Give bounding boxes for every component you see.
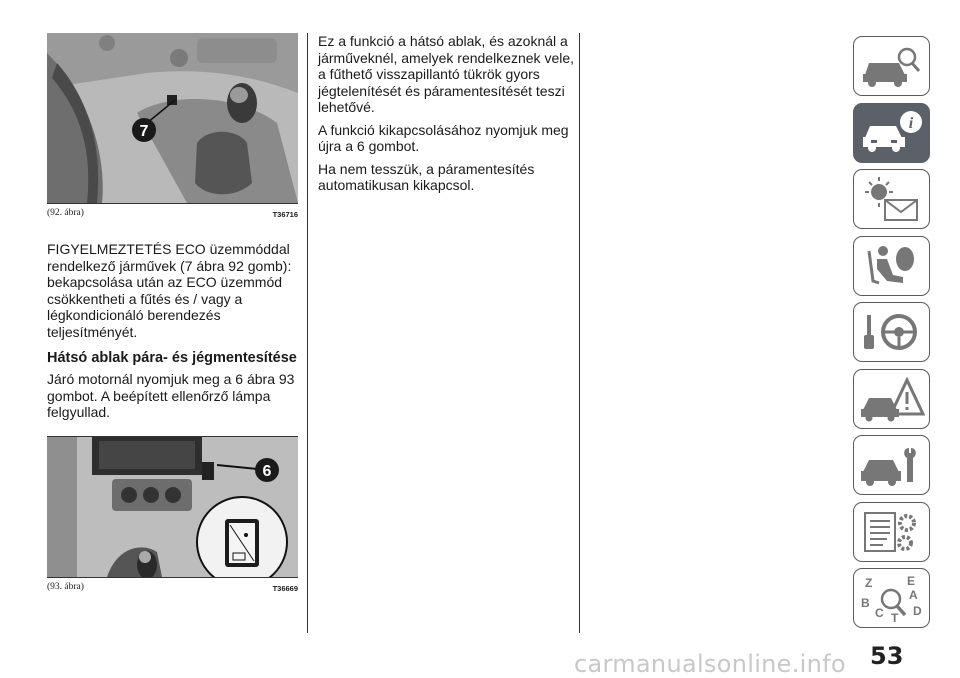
- tab-technical-data[interactable]: [853, 502, 930, 562]
- index-letter: C: [874, 606, 884, 620]
- index-letter: T: [890, 611, 898, 623]
- figure-93-label: (93. ábra): [47, 581, 84, 592]
- tab-warning-lights[interactable]: [853, 169, 930, 229]
- center-console-photo: [47, 437, 298, 577]
- car-wrench-icon: [859, 440, 925, 490]
- steering-wheel-key-icon: [859, 307, 925, 357]
- watermark: carmanualsonline.info: [574, 650, 846, 678]
- tab-starting-driving[interactable]: [853, 302, 930, 362]
- tab-maintenance[interactable]: [853, 435, 930, 495]
- page-number: 53: [870, 642, 904, 670]
- auto-off-paragraph: Ha nem tesszük, a páramentesítés automatikusan kikapcsol.: [318, 160, 535, 193]
- chapter-tabs: [853, 36, 930, 635]
- index-letter: E: [906, 574, 915, 588]
- callout-7: 7: [139, 123, 149, 140]
- rear-defrost-paragraph: Járó motornál nyomjuk meg a 6 ábra 93 gombot. A beépített ellenőrző lámpa felgyullad.: [47, 371, 295, 420]
- middle-column: [318, 33, 580, 200]
- svg-text:i: i: [908, 114, 913, 132]
- figure-92-caption: [47, 204, 298, 221]
- warning-light-envelope-icon: [859, 174, 925, 224]
- callout-6: 6: [262, 462, 272, 480]
- section-heading: Hátsó ablak pára- és jégmentesítése: [47, 350, 297, 366]
- tab-car-info[interactable]: [853, 103, 930, 163]
- figure-92: [47, 33, 298, 203]
- figure-92-code: T36716: [272, 210, 298, 219]
- car-info-icon: [859, 108, 925, 158]
- tab-safety[interactable]: [853, 236, 930, 296]
- tab-index[interactable]: [853, 568, 930, 628]
- index-letter: A: [908, 588, 918, 602]
- figure-92-label: (92. ábra): [47, 208, 84, 218]
- car-warning-triangle-icon: [859, 374, 925, 424]
- warning-paragraph: FIGYELMEZTETÉS ECO üzemmóddal rendelkező járművek (7 ábra 92 gomb): bekapcsolása után az ECO üzemmód csökkentheti a fűtés és / vagy a légkondicionáló berendezés teljesítményét.: [47, 241, 292, 340]
- seat-airbag-icon: [859, 241, 925, 291]
- left-column: [47, 33, 298, 595]
- tab-car-search[interactable]: [853, 36, 930, 96]
- figure-93-caption: [47, 578, 298, 595]
- figure-93-code: T36669: [272, 583, 298, 593]
- index-letter: Z: [864, 576, 872, 590]
- car-search-icon: [859, 41, 925, 91]
- figure-93: [47, 437, 298, 577]
- index-letter: B: [860, 596, 870, 610]
- index-letters-icon: [859, 573, 925, 623]
- function-paragraph: Ez a funkció a hátsó ablak, és azoknál a járműveknél, amelyek rendelkeznek vele, a fűthető visszapillantó tükrök gyors jégtelenítését és páramentesítését teszi lehetővé.: [318, 33, 575, 115]
- dashboard-gear-photo: [47, 33, 298, 203]
- switch-off-paragraph: A funkció kikapcsolásához nyomjuk meg újra a 6 gombot.: [318, 121, 569, 154]
- tab-emergency[interactable]: [853, 369, 930, 429]
- column-divider: [307, 33, 308, 633]
- index-letter: D: [912, 604, 922, 618]
- specs-gears-icon: [859, 507, 925, 557]
